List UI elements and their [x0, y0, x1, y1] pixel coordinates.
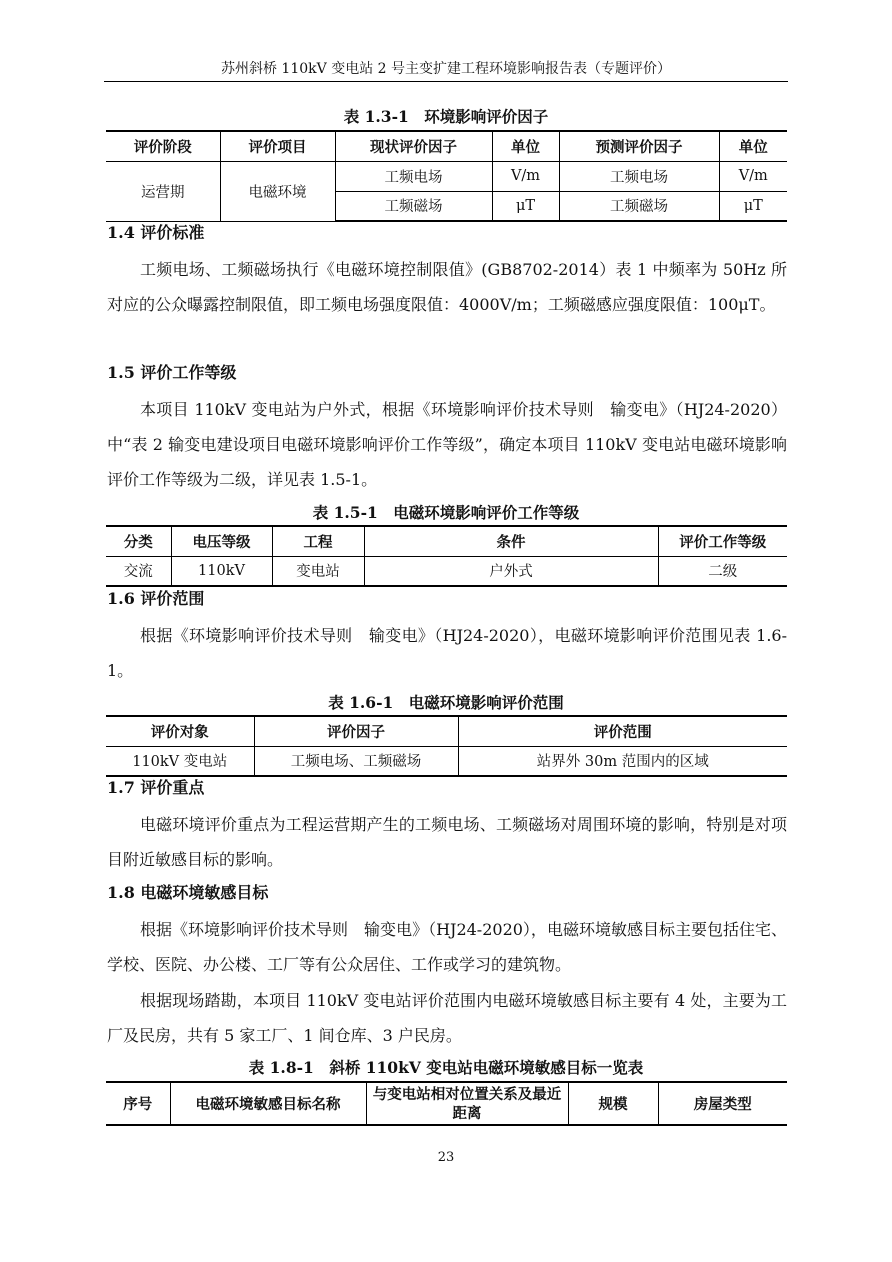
table-header-cell: 与变电站相对位置关系及最近距离 — [366, 1082, 568, 1125]
table-cell: 110kV 变电站 — [106, 746, 254, 776]
section-1-7-paragraph: 电磁环境评价重点为工程运营期产生的工频电场、工频磁场对周围环境的影响，特别是对项目附近敏感目标的影响。 — [107, 815, 787, 869]
section-1-4-heading: 1.4 评价标准 — [107, 223, 205, 242]
table-header-cell: 序号 — [106, 1082, 170, 1125]
table-1-5-1 — [106, 525, 787, 587]
section-1-6-paragraph: 根据《环境影响评价技术导则 输变电》（HJ24-2020），电磁环境影响评价范围见表 1.6-1。 — [107, 626, 787, 680]
table-cell: 交流 — [106, 556, 171, 586]
page-number: 23 — [437, 1150, 455, 1165]
table-header-cell: 现状评价因子 — [335, 131, 492, 161]
table-cell: 工频磁场 — [559, 191, 719, 221]
table-row — [106, 556, 787, 586]
table-cell: V/m — [492, 161, 559, 191]
section-1-5-paragraph: 本项目 110kV 变电站为户外式，根据《环境影响评价技术导则 输变电》（HJ24-2020）中“表 2 输变电建设项目电磁环境影响评价工作等级”，确定本项目 110kV 变电站电磁环境影响评价工作等级为二级，详见表 1.5-1。 — [107, 400, 787, 489]
table-cell: 站界外 30m 范围内的区域 — [458, 746, 787, 776]
table-header-cell: 条件 — [364, 526, 658, 556]
table-cell: 二级 — [658, 556, 787, 586]
table-cell: μT — [492, 191, 559, 221]
table-header-cell: 评价因子 — [254, 716, 458, 746]
table-header-cell: 单位 — [719, 131, 787, 161]
table-cell: 户外式 — [364, 556, 658, 586]
table-header-cell: 分类 — [106, 526, 171, 556]
table-row — [106, 161, 787, 191]
table-cell: μT — [719, 191, 787, 221]
section-1-8-heading: 1.8 电磁环境敏感目标 — [107, 883, 269, 902]
section-1-4-paragraph: 工频电场、工频磁场执行《电磁环境控制限值》(GB8702-2014）表 1 中频率为 50Hz 所对应的公众曝露控制限值，即工频电场强度限值：4000V/m；工频磁感应强度限值：100μT。 — [107, 260, 787, 314]
table-1-6-1-caption: 表 1.6-1 电磁环境影响评价范围 — [328, 693, 564, 712]
table-cell: 工频电场、工频磁场 — [254, 746, 458, 776]
table-cell: V/m — [719, 161, 787, 191]
table-header-cell: 电磁环境敏感目标名称 — [170, 1082, 366, 1125]
table-1-8-1 — [106, 1081, 787, 1126]
table-header-cell: 预测评价因子 — [559, 131, 719, 161]
table-header-cell: 规模 — [568, 1082, 658, 1125]
running-header: 苏州斜桥 110kV 变电站 2 号主变扩建工程环境影响报告表（专题评价） — [104, 58, 788, 82]
section-1-5-heading: 1.5 评价工作等级 — [107, 363, 237, 382]
table-header-cell: 单位 — [492, 131, 559, 161]
table-1-8-1-caption: 表 1.8-1 斜桥 110kV 变电站电磁环境敏感目标一览表 — [248, 1058, 644, 1077]
table-header-cell: 评价工作等级 — [658, 526, 787, 556]
section-1-8-paragraph-1: 根据《环境影响评价技术导则 输变电》（HJ24-2020），电磁环境敏感目标主要包括住宅、学校、医院、办公楼、工厂等有公众居住、工作或学习的建筑物。 — [107, 920, 787, 974]
table-header-cell: 房屋类型 — [658, 1082, 787, 1125]
table-header-cell: 评价对象 — [106, 716, 254, 746]
table-header-cell: 电压等级 — [171, 526, 272, 556]
table-1-6-1 — [106, 715, 787, 777]
table-cell: 110kV — [171, 556, 272, 586]
table-row — [106, 746, 787, 776]
table-cell: 工频磁场 — [335, 191, 492, 221]
table-1-3-1 — [106, 130, 787, 222]
table-1-3-1-caption: 表 1.3-1 环境影响评价因子 — [343, 107, 549, 126]
table-header-cell: 评价范围 — [458, 716, 787, 746]
table-header-cell: 工程 — [272, 526, 364, 556]
table-cell: 电磁环境 — [220, 161, 335, 221]
table-cell: 工频电场 — [335, 161, 492, 191]
table-cell: 工频电场 — [559, 161, 719, 191]
table-header-cell: 评价阶段 — [106, 131, 220, 161]
section-1-7-heading: 1.7 评价重点 — [107, 778, 205, 797]
table-cell: 变电站 — [272, 556, 364, 586]
table-header-cell: 评价项目 — [220, 131, 335, 161]
section-1-6-heading: 1.6 评价范围 — [107, 589, 205, 608]
table-cell: 运营期 — [106, 161, 220, 221]
section-1-8-paragraph-2: 根据现场踏勘，本项目 110kV 变电站评价范围内电磁环境敏感目标主要有 4 处，主要为工厂及民房，共有 5 家工厂、1 间仓库、3 户民房。 — [107, 991, 787, 1045]
table-1-5-1-caption: 表 1.5-1 电磁环境影响评价工作等级 — [312, 503, 580, 522]
